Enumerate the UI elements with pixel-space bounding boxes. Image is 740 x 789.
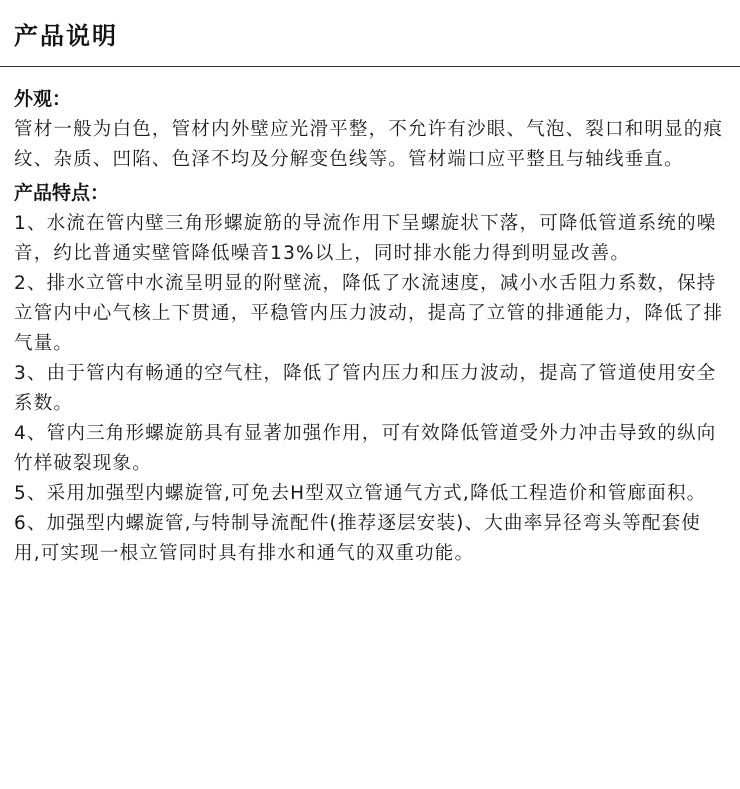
feature-item-6: 6、加强型内螺旋管,与特制导流配件(推荐逐层安装)、大曲率异径弯头等配套使用,可实现一根立管同时具有排水和通气的双重功能。: [14, 513, 701, 564]
feature-item-1: 1、水流在管内壁三角形螺旋筋的导流作用下呈螺旋状下落，可降低管道系统的噪音，约比普通实壁管降低噪音13%以上，同时排水能力得到明显改善。: [14, 213, 717, 264]
appearance-section: [14, 83, 726, 175]
feature-item-5: 5、采用加强型内螺旋管,可免去H型双立管通气方式,降低工程造价和管廊面积。: [14, 483, 707, 504]
content: [14, 83, 726, 569]
title-divider: [0, 66, 740, 67]
appearance-heading: 外观：: [14, 88, 72, 110]
appearance-text: 管材一般为白色，管材内外壁应光滑平整，不允许有沙眼、气泡、裂口和明显的痕纹、杂质、凹陷、色泽不均及分解变色线等。管材端口应平整且与轴线垂直。: [14, 119, 724, 170]
feature-item-4: 4、管内三角形螺旋筋具有显著加强作用，可有效降低管道受外力冲击导致的纵向竹样破裂现象。: [14, 423, 717, 474]
feature-item-3: 3、由于管内有畅通的空气柱，降低了管内压力和压力波动，提高了管道使用安全系数。: [14, 363, 717, 414]
page-title: 产品说明: [14, 22, 118, 50]
features-section: [14, 177, 726, 569]
features-heading: 产品特点：: [14, 182, 110, 204]
feature-item-2: 2、排水立管中水流呈明显的附壁流，降低了水流速度，减小水舌阻力系数，保持立管内中心气核上下贯通，平稳管内压力波动，提高了立管的排通能力，降低了排气量。: [14, 273, 724, 354]
